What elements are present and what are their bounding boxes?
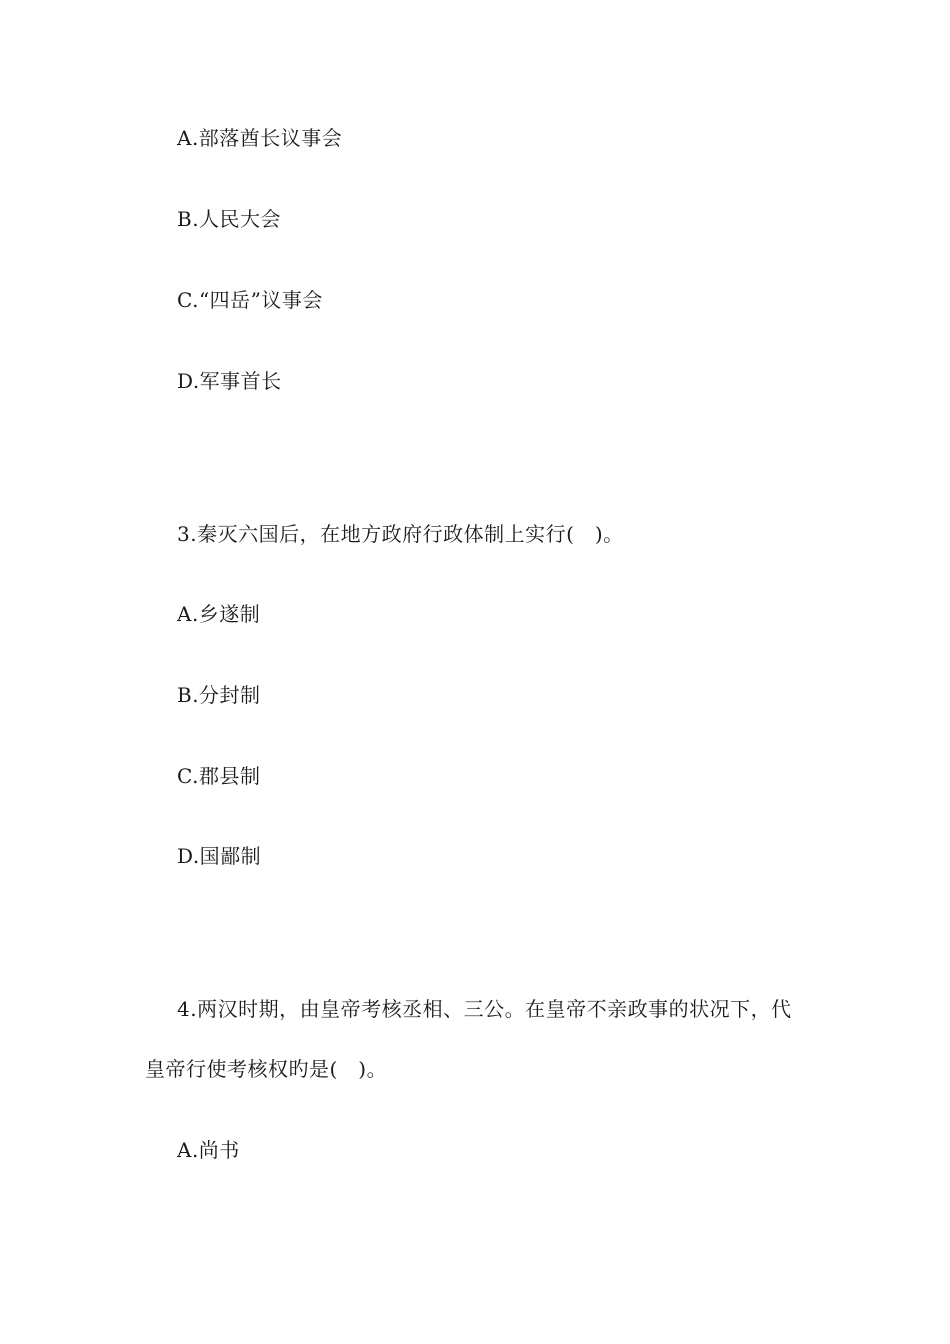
q2-option-d: D.军事首长 [177,369,282,393]
q3-stem: 3.秦灭六国后，在地方政府行政体制上实行( )。 [177,522,624,546]
q2-option-c: C.“四岳”议事会 [177,288,323,312]
q4-option-a: A.尚书 [177,1138,240,1162]
q4-stem-line2: 皇帝行使考核权旳是( )。 [145,1057,388,1081]
q3-option-d: D.国鄙制 [177,844,262,868]
q3-option-b: B.分封制 [177,683,261,707]
q3-option-c: C.郡县制 [177,764,261,788]
q3-option-a: A.乡遂制 [177,602,261,626]
q4-stem-line1: 4.两汉时期，由皇帝考核丞相、三公。在皇帝不亲政事的状况下，代 [177,997,792,1021]
q2-option-a: A.部落酋长议事会 [177,126,343,150]
q2-option-b: B.人民大会 [177,207,282,231]
